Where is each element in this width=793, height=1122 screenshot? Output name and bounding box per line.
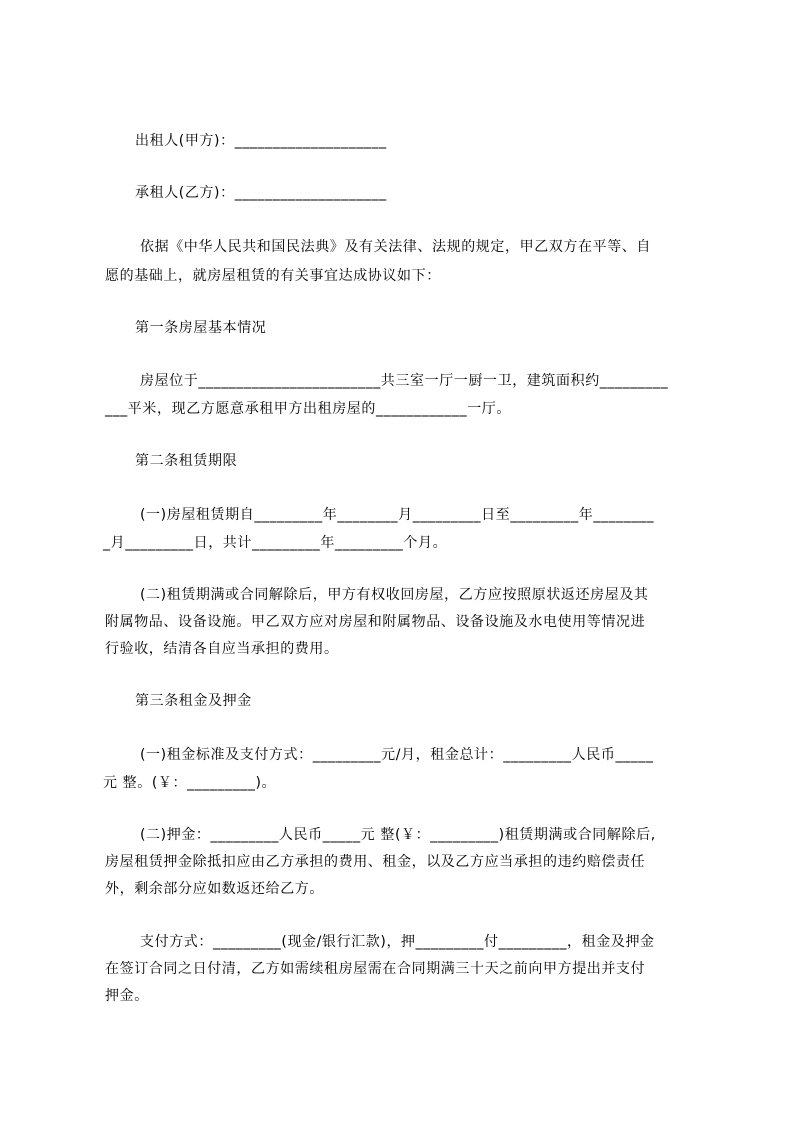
article-3-p3-line-1: 支付方式：_________(现金/银行汇款)，押_________付_________，租金及押金 (140, 934, 655, 950)
lessee-line: 承租人(乙方)：____________________ (135, 185, 387, 201)
article-3-p1-line-2: 元 整。(￥：_________)。 (103, 775, 277, 791)
article-3-p2-line-1: (二)押金：_________人民币_____元 整(￥：_________)租赁期满或合同解除后, (140, 827, 656, 843)
article-3-p3-line-3: 押金。 (105, 988, 149, 1004)
article-3-p3-line-2: 在签订合同之日付清，乙方如需续租房屋需在合同期满三十天之前向甲方提出并支付 (105, 961, 646, 977)
article-2-p2-line-2: 附属物品、设备设施。甲乙双方应对房屋和附属物品、设备设施及水电使用等情况进 (105, 614, 646, 630)
intro-line-1: 依据《中华人民共和国民法典》及有关法律、法规的规定，甲乙双方在平等、自 (140, 239, 651, 255)
intro-line-2: 愿的基础上，就房屋租赁的有关事宜达成协议如下： (105, 268, 441, 284)
article-3-p1-line-1: (一)租金标准及支付方式：_________元/月，租金总计：_________人民币_____ (140, 747, 654, 763)
article-1-line-2: ___平米，现乙方愿意承租甲方出租房屋的____________一厅。 (105, 401, 511, 417)
article-1-title: 第一条房屋基本情况 (135, 320, 267, 336)
article-2-p2-line-1: (二)租赁期满或合同解除后，甲方有权收回房屋，乙方应按照原状返还房屋及其 (140, 587, 649, 603)
article-1-line-1: 房屋位于________________________共三室一厅一厨一卫，建筑面积约_________ (140, 373, 669, 389)
article-2-p1-line-2: _月_________日，共计_________年_________个月。 (103, 535, 448, 551)
lessor-line: 出租人(甲方)：____________________ (135, 133, 387, 149)
article-2-p1-line-1: (一)房屋租赁期自_________年________月_________日至_________年________ (140, 507, 655, 523)
article-2-title: 第二条租赁期限 (135, 453, 238, 469)
article-3-p2-line-3: 外，剩余部分应如数返还给乙方。 (105, 881, 324, 897)
article-2-p2-line-3: 行验收，结清各自应当承担的费用。 (105, 641, 339, 657)
article-3-p2-line-2: 房屋租赁押金除抵扣应由乙方承担的费用、租金，以及乙方应当承担的违约赔偿责任 (105, 854, 646, 870)
article-3-title: 第三条租金及押金 (135, 693, 252, 709)
